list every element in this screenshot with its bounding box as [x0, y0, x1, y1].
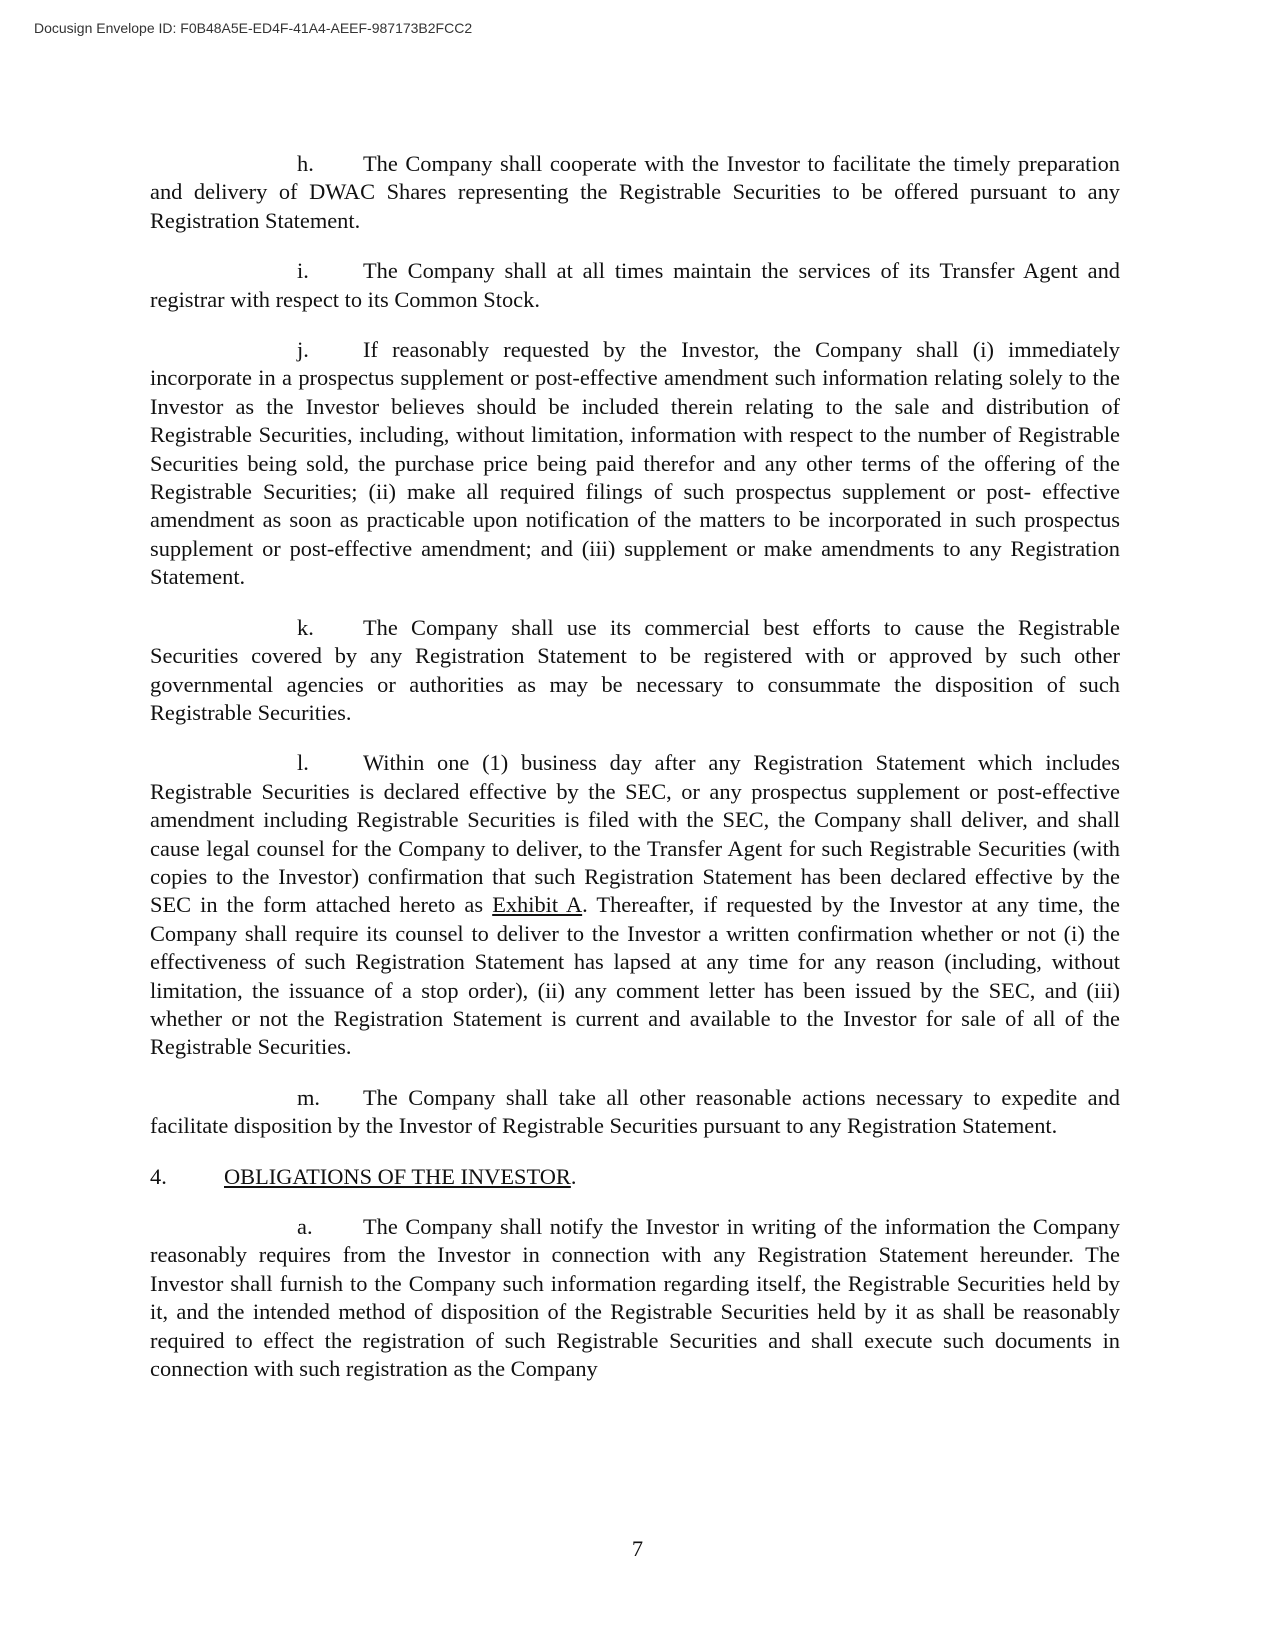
section-number: 4.: [150, 1163, 167, 1189]
paragraph-h: [150, 150, 1120, 235]
paragraph-marker: a.: [297, 1214, 313, 1239]
section-heading: [150, 1163, 1120, 1191]
paragraph-marker: h.: [297, 151, 314, 176]
section-title: OBLIGATIONS OF THE INVESTOR: [224, 1163, 571, 1189]
paragraph-marker: m.: [297, 1084, 321, 1110]
paragraph-text-after: . Thereafter, if requested by the Investor at any time, the Company shall require its counsel to deliver to the Investor a written confirmation whether or not (i) the effectiveness of such Registration Statement has lapsed at any time for any reason (including, without limitation, the issuance of a stop order), (ii) any comment letter has been issued by the SEC, and (iii) whether or not the Registration Statement is current and available to the Investor for sale of all of the Registrable Securities.: [150, 892, 1120, 1060]
exhibit-reference: Exhibit A: [492, 892, 583, 918]
paragraph-text: The Company shall notify the Investor in writing of the information the Company reasonably requires from the Investor in connection with any Registration Statement hereunder. The Investor shall furnish to the Company such information regarding itself, the Registrable Securities held by it, and the intended method of disposition of the Registrable Securities held by it as shall be reasonably required to effect the registration of such Registrable Securities and shall execute such documents in connection with such registration as the Company: [150, 1214, 1120, 1382]
paragraph-text-before: Within one (1) business day after any Registration Statement which includes Registrable Securities is declared effective by the SEC, or any prospectus supplement or post-effective amendment including Registrable Securities is filed with the SEC, the Company shall deliver, and shall cause legal counsel for the Company to deliver, to the Transfer Agent for such Registrable Securities (with copies to the Investor) confirmation that such Registration Statement has been declared effective by the SEC in the form attached hereto as: [150, 750, 1120, 918]
paragraph-marker: i.: [297, 258, 309, 284]
paragraph-m: [150, 1084, 1120, 1141]
paragraph-marker: j.: [297, 337, 309, 363]
paragraph-k: [150, 614, 1120, 728]
paragraph-marker: k.: [297, 614, 314, 640]
document-body: [150, 150, 1120, 1405]
paragraph-i: [150, 257, 1120, 314]
paragraph-text: The Company shall at all times maintain the services of its Transfer Agent and registrar with respect to its Common Stock.: [150, 258, 1120, 312]
paragraph-marker: l.: [297, 750, 309, 776]
section-title-period: .: [570, 1163, 577, 1189]
paragraph-j: [150, 336, 1120, 592]
page-number: 7: [631, 1536, 644, 1561]
paragraph-4a: [150, 1213, 1120, 1383]
paragraph-text: The Company shall cooperate with the Investor to facilitate the timely preparation and delivery of DWAC Shares representing the Registrable Securities to be offered pursuant to any Registration Statement.: [150, 151, 1120, 233]
paragraph-l: [150, 749, 1120, 1061]
paragraph-text: If reasonably requested by the Investor, the Company shall (i) immediately incorporate in a prospectus supplement or post-effective amendment such information relating solely to the Investor as the Investor believes should be included therein relating to the sale and distribution of Registrable Securities, including, without limitation, information with respect to the number of Registrable Securities being sold, the purchase price being paid therefor and any other terms of the offering of the Registrable Securities; (ii) make all required filings of such prospectus supplement or post- effective amendment as soon as practicable upon notification of the matters to be incorporated in such prospectus supplement or post-effective amendment; and (iii) supplement or make amendments to any Registration Statement.: [150, 337, 1120, 590]
paragraph-text: The Company shall take all other reasonable actions necessary to expedite and facilitate disposition by the Investor of Registrable Securities pursuant to any Registration Statement.: [150, 1084, 1120, 1139]
paragraph-text: The Company shall use its commercial best efforts to cause the Registrable Securities covered by any Registration Statement to be registered with or approved by such other governmental agencies or authorities as may be necessary to consummate the disposition of such Registrable Securities.: [150, 614, 1120, 725]
envelope-id: Docusign Envelope ID: F0B48A5E-ED4F-41A4-AEEF-987173B2FCC2: [34, 20, 473, 36]
